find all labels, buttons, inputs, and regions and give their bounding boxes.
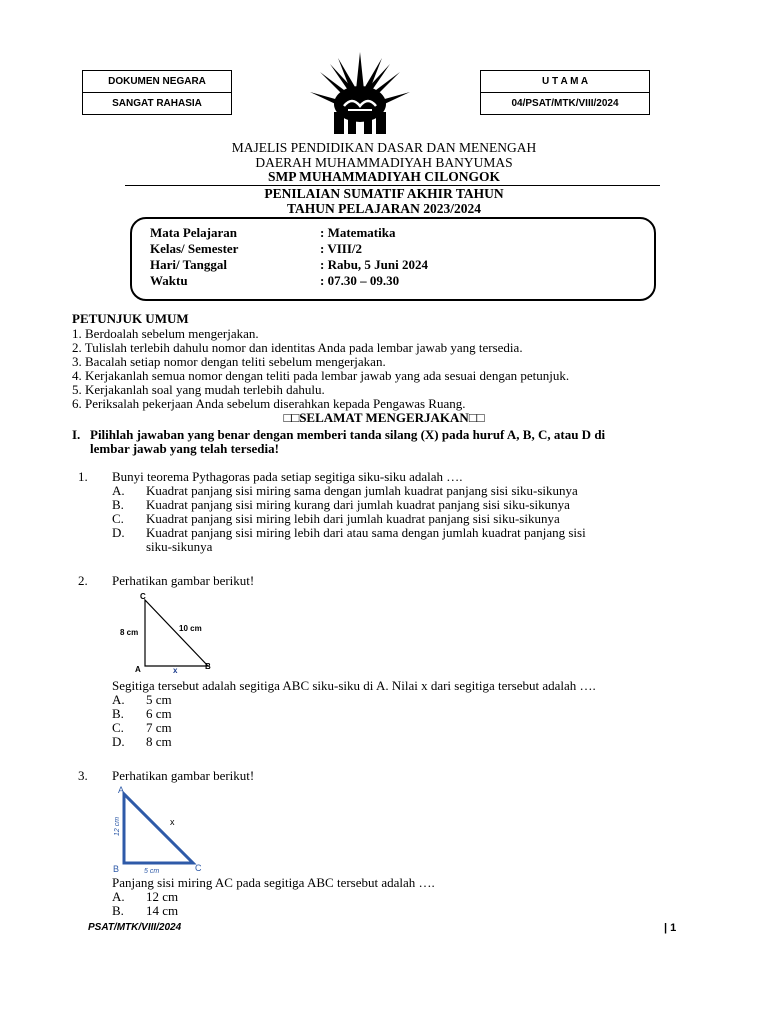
instruction-item: 4. Kerjakanlah semua nomor dengan teliti pada lembar jawab yang ada sesuai dengan petunjuk. (72, 368, 570, 383)
option-letter: B. (112, 497, 124, 512)
option-letter: D. (112, 525, 125, 540)
triangle-shape (145, 600, 208, 666)
page-number: | 1 (664, 922, 677, 934)
question-number: 3. (78, 768, 88, 783)
institution-line-1: MAJELIS PENDIDIKAN DASAR DAN MENENGAH (231, 140, 537, 155)
option-text: 5 cm (146, 692, 172, 707)
section-numeral: I. (72, 427, 81, 442)
info-value-class: : VIII/2 (320, 241, 363, 256)
vertex-label-a: A (118, 785, 125, 795)
exam-title: PENILAIAN SUMATIF AKHIR TAHUN (264, 186, 504, 201)
footer-code: PSAT/MTK/VIII/2024 (88, 922, 182, 933)
vertex-label-a: A (135, 665, 141, 674)
greeting-placeholder-glyphs: □□ (468, 410, 485, 425)
option-letter: A. (112, 889, 125, 904)
option-text: Kuadrat panjang sisi miring kurang dari jumlah kuadrat panjang sisi siku-sikunya (146, 497, 570, 512)
question-text: Bunyi teorema Pythagoras pada setiap segitiga siku-siku adalah …. (112, 469, 463, 484)
question-prompt: Panjang sisi miring AC pada segitiga ABC tersebut adalah …. (112, 875, 435, 890)
option-text: 6 cm (146, 706, 172, 721)
section-instruction-line-2: lembar jawab yang telah tersedia! (90, 441, 279, 456)
option-letter: B. (112, 706, 124, 721)
side-label-vertical: 12 cm (114, 816, 121, 836)
question-text: Perhatikan gambar berikut! (112, 573, 255, 588)
option-text: 12 cm (146, 889, 179, 904)
question-text: Perhatikan gambar berikut! (112, 768, 255, 783)
option-letter: D. (112, 734, 125, 749)
triangle-figure-q3 (106, 784, 216, 876)
vertex-label-c: C (140, 592, 146, 601)
question-number: 1. (78, 469, 88, 484)
instruction-item: 2. Tulislah terlebih dahulu nomor dan identitas Anda pada lembar jawab yang tersedia. (72, 340, 523, 355)
info-label-subject: Mata Pelajaran (150, 225, 238, 240)
question-number: 2. (78, 573, 88, 588)
option-letter: B. (112, 903, 124, 918)
info-value-date: : Rabu, 5 Juni 2024 (320, 257, 428, 272)
option-letter: C. (112, 720, 124, 735)
section-instruction-line-1: Pilihlah jawaban yang benar dengan memberi tanda silang (X) pada huruf A, B, C, atau D di (90, 427, 606, 442)
side-label-base: x (173, 666, 178, 675)
greeting-placeholder-glyphs: □□ (283, 410, 300, 425)
triangle-figure-q2 (112, 590, 222, 678)
classification-line-1: DOKUMEN NEGARA (108, 76, 206, 87)
question-prompt: Segitiga tersebut adalah segitiga ABC siku-siku di A. Nilai x dari segitiga tersebut adalah …. (112, 678, 596, 693)
side-label-base: 5 cm (144, 868, 160, 875)
classification-box (82, 70, 232, 115)
document-type: U T A M A (541, 76, 589, 87)
option-letter: A. (112, 483, 125, 498)
option-text-continued: siku-sikunya (146, 539, 213, 554)
muhammadiyah-logo (308, 50, 412, 140)
document-code: 04/PSAT/MTK/VIII/2024 (481, 92, 649, 114)
triangle-shape (124, 794, 193, 863)
school-name: SMP MUHAMMADIYAH CILONGOK (268, 169, 500, 184)
info-label-date: Hari/ Tanggal (150, 257, 227, 272)
side-label-hypotenuse: x (170, 817, 175, 827)
instruction-item: 3. Bacalah setiap nomor dengan teliti sebelum mengerjakan. (72, 354, 386, 369)
greeting-text: SELAMAT MENGERJAKAN (299, 410, 469, 425)
vertex-label-b: B (113, 864, 120, 874)
info-value-time: : 07.30 – 09.30 (320, 273, 400, 288)
side-label-vertical: 8 cm (120, 628, 139, 637)
classification-line-2: SANGAT RAHASIA (83, 92, 231, 114)
option-text: 8 cm (146, 734, 172, 749)
option-text: Kuadrat panjang sisi miring lebih dari jumlah kuadrat panjang sisi siku-sikunya (146, 511, 560, 526)
info-label-time: Waktu (150, 273, 188, 288)
vertex-label-c: C (195, 863, 202, 873)
exam-year: TAHUN PELAJARAN 2023/2024 (286, 201, 481, 216)
option-text: 7 cm (146, 720, 172, 735)
option-text: Kuadrat panjang sisi miring lebih dari atau sama dengan jumlah kuadrat panjang sisi (146, 525, 586, 540)
option-text: Kuadrat panjang sisi miring sama dengan jumlah kuadrat panjang sisi siku-sikunya (146, 483, 578, 498)
instruction-item: 5. Kerjakanlah soal yang mudah terlebih dahulu. (72, 382, 325, 397)
instruction-item: 6. Periksalah pekerjaan Anda sebelum diserahkan kepada Pengawas Ruang. (72, 396, 466, 411)
info-value-subject: : Matematika (320, 225, 396, 240)
greeting (0, 410, 768, 426)
vertex-label-b: B (205, 662, 211, 671)
instruction-item: 1. Berdoalah sebelum mengerjakan. (72, 326, 259, 341)
instructions-title: PETUNJUK UMUM (72, 311, 189, 326)
option-text: 14 cm (146, 903, 179, 918)
side-label-hypotenuse: 10 cm (179, 624, 202, 633)
document-code-box (480, 70, 650, 115)
info-label-class: Kelas/ Semester (150, 241, 239, 256)
option-letter: A. (112, 692, 125, 707)
option-letter: C. (112, 511, 124, 526)
institution-line-2: DAERAH MUHAMMADIYAH BANYUMAS (255, 155, 513, 170)
